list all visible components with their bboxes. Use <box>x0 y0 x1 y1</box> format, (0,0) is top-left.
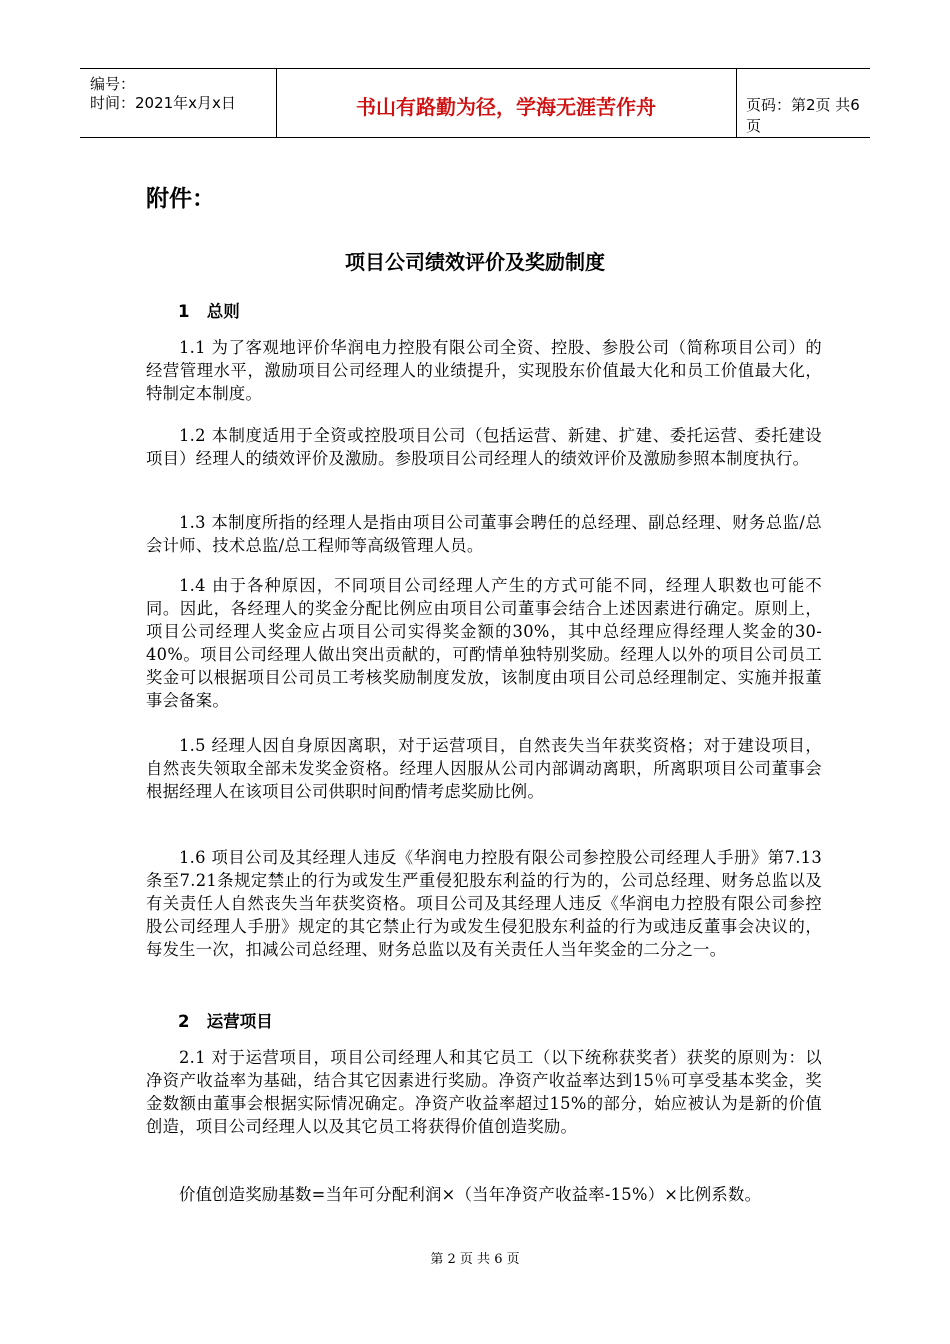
paragraph-1-5: 1.5 经理人因自身原因离职，对于运营项目，自然丧失当年获奖资格；对于建设项目，自然丧失领取全部未发奖金资格。经理人因服从公司内部调动离职，所离职项目公司董事会根据经理人在该项目公司供职时间酌情考虑奖励比例。 <box>146 736 822 801</box>
paragraph-1-4: 1.4 由于各种原因，不同项目公司经理人产生的方式可能不同，经理人职数也可能不同。因此，各经理人的奖金分配比例应由项目公司董事会结合上述因素进行确定。原则上，项目公司经理人奖金应占项目公司实得奖金额的30%，其中总经理应得经理人奖金的30-40%。项目公司经理人做出突出贡献的，可酌情单独特别奖励。经理人以外的项目公司员工奖金可以根据项目公司员工考核奖励制度发放，该制度由项目公司总经理制定、实施并报董事会备案。 <box>146 576 822 710</box>
document-title: 项目公司绩效评价及奖励制度 <box>345 250 605 274</box>
document-date: 时间：2021年x月x日 <box>90 94 236 112</box>
paragraph-2-1: 2.1 对于运营项目，项目公司经理人和其它员工（以下统称获奖者）获奖的原则为：以净资产收益率为基础，结合其它因素进行奖励。净资产收益率达到15％可享受基本奖金，奖金数额由董事会根据实际情况确定。净资产收益率超过15%的部分，始应被认为是新的价值创造，项目公司经理人以及其它员工将获得价值创造奖励。 <box>146 1048 822 1136</box>
header-motto: 书山有路勤为径，学海无涯苦作舟 <box>356 95 656 119</box>
document-number-label: 编号： <box>90 75 136 93</box>
header-table <box>80 68 870 138</box>
paragraph-formula: 价值创造奖励基数=当年可分配利润×（当年净资产收益率-15%）×比例系数。 <box>179 1185 762 1204</box>
header-motto-cell <box>276 69 737 137</box>
paragraph-1-3: 1.3 本制度所指的经理人是指由项目公司董事会聘任的总经理、副总经理、财务总监/总会计师、技术总监/总工程师等高级管理人员。 <box>146 513 822 555</box>
paragraph-1-2: 1.2 本制度适用于全资或控股项目公司（包括运营、新建、扩建、委托运营、委托建设项目）经理人的绩效评价及激励。参股项目公司经理人的绩效评价及激励参照本制度执行。 <box>146 426 822 468</box>
header-meta-cell <box>80 69 277 137</box>
header-page-cell <box>736 69 870 137</box>
page-footer: 第 2 页 共 6 页 <box>430 1252 520 1267</box>
paragraph-1-6: 1.6 项目公司及其经理人违反《华润电力控股有限公司参控股公司经理人手册》第7.13条至7.21条规定禁止的行为或发生严重侵犯股东利益的行为的，公司总经理、财务总监以及有关责任人自然丧失当年获奖资格。项目公司及其经理人违反《华润电力控股有限公司参控股公司经理人手册》规定的其它禁止行为或发生侵犯股东利益的行为或违反董事会决议的，每发生一次，扣减公司总经理、财务总监以及有关责任人当年奖金的二分之一。 <box>146 848 822 959</box>
paragraph-1-1: 1.1 为了客观地评价华润电力控股有限公司全资、控股、参股公司（简称项目公司）的经营管理水平，激励项目公司经理人的业绩提升，实现股东价值最大化和员工价值最大化，特制定本制度。 <box>146 338 822 403</box>
header-page-info: 页码：第2页 共6页 <box>746 96 860 135</box>
attachment-label: 附件： <box>146 186 215 212</box>
section-heading-operation: 2 运营项目 <box>178 1012 273 1031</box>
section-heading-general: 1 总则 <box>178 302 240 321</box>
